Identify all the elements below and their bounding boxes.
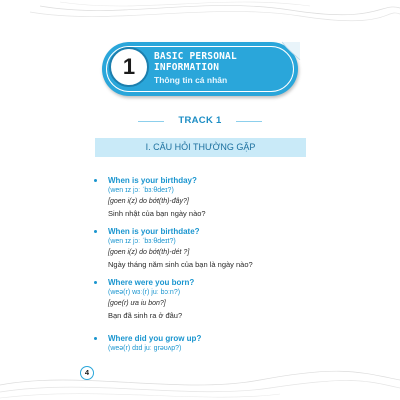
track-label: TRACK 1 xyxy=(178,115,222,126)
section-title: I. CÂU HỎI THƯỜNG GẶP xyxy=(145,142,256,152)
english-phrase: When is your birthdate? xyxy=(108,227,200,236)
bullet-icon xyxy=(94,281,97,284)
ipa-transcription: (weə(r) dɪd juː ɡrəʊʌp?) xyxy=(108,345,182,352)
chapter-title xyxy=(154,51,290,73)
ipa-transcription: (weə(r) wɜː(r) juː bɔːn?) xyxy=(108,289,181,296)
vietnamese-pronunciation: [goe(r) ưa iu bon?] xyxy=(108,300,166,307)
ipa-transcription: (wen ɪz jɔː ˈbɜːθdeɪ?) xyxy=(108,187,174,194)
ipa-transcription: (wen ɪz jɔː ˈbɜːθdeɪt?) xyxy=(108,238,176,245)
english-phrase: Where were you born? xyxy=(108,278,195,287)
vietnamese-pronunciation: [goen i(z) do bớt(th)-dét ?] xyxy=(108,249,190,256)
bullet-icon xyxy=(94,179,97,182)
vietnamese-pronunciation: [goen i(z) do bớt(th)-đây?] xyxy=(108,198,189,205)
english-phrase: Where did you grow up? xyxy=(108,334,202,343)
bullet-icon xyxy=(94,230,97,233)
chapter-number: 1 xyxy=(109,47,149,87)
vietnamese-meaning: Ngày tháng năm sinh của bạn là ngày nào? xyxy=(108,260,253,269)
chapter-subtitle: Thông tin cá nhân xyxy=(154,75,228,85)
track-divider-right xyxy=(236,121,262,122)
english-phrase: When is your birthday? xyxy=(108,176,197,185)
chapter-banner xyxy=(102,42,298,96)
section-heading xyxy=(95,138,306,157)
vietnamese-meaning: Bạn đã sinh ra ở đâu? xyxy=(108,311,183,320)
chapter-title-line2: INFORMATION xyxy=(154,62,220,73)
vietnamese-meaning: Sinh nhật của bạn ngày nào? xyxy=(108,209,206,218)
bullet-icon xyxy=(94,337,97,340)
chapter-title-line1: BASIC PERSONAL xyxy=(154,51,237,62)
page-number: 4 xyxy=(80,366,94,380)
